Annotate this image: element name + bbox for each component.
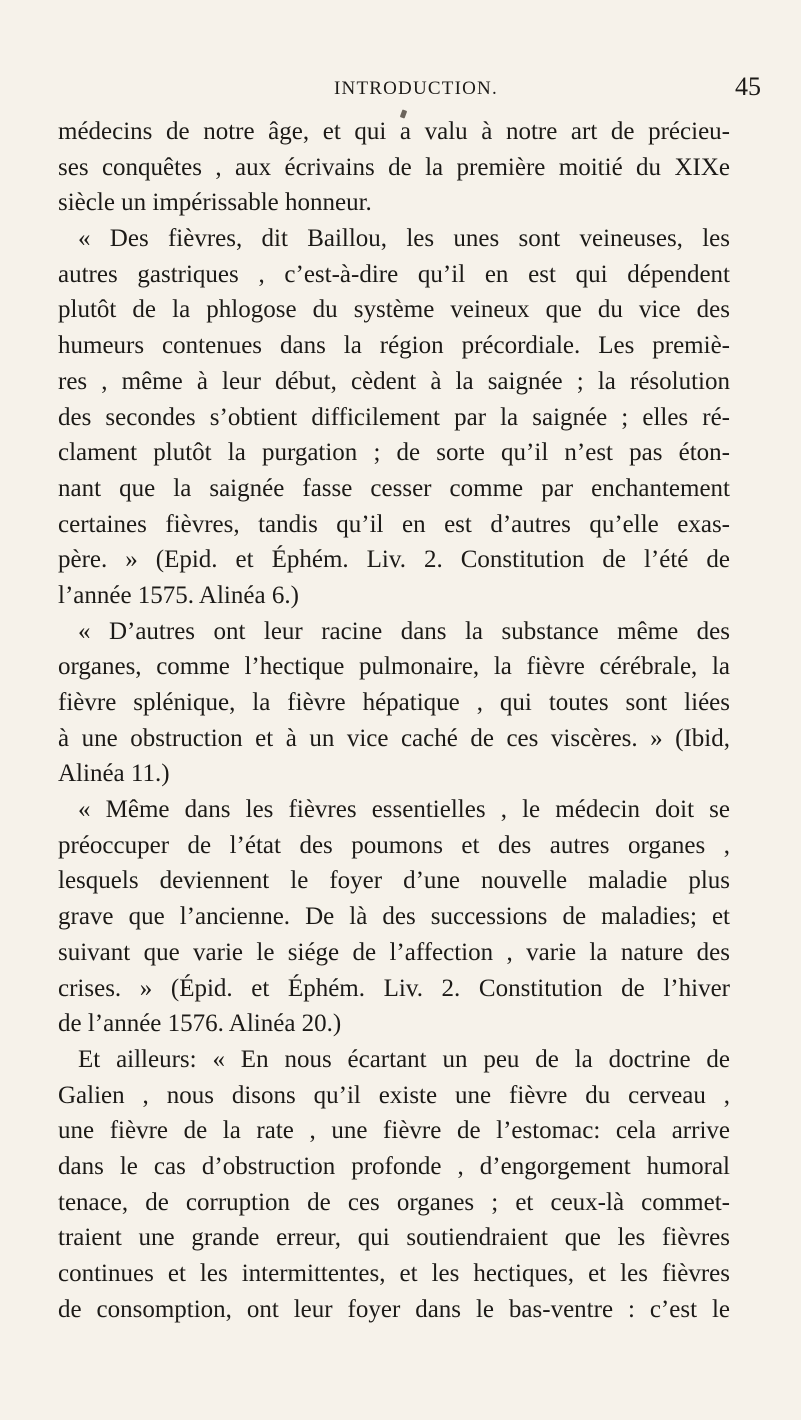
text-line: dans le cas d’obstruction profonde , d’engorgement humoral [58,1152,730,1180]
text-line: l’année 1575. Alinéa 6.) [58,581,299,609]
text-line: crises. » (Épid. et Éphém. Liv. 2. Constitution de l’hiver [58,974,730,1002]
text-line: préoccuper de l’état des poumons et des autres organes , [58,831,730,859]
text-line: Galien , nous disons qu’il existe une fièvre du cerveau , [58,1081,730,1109]
text-line: siècle un impérissable honneur. [58,189,372,217]
text-line: lesquels deviennent le foyer d’une nouvelle maladie plus [58,867,730,895]
text-line: père. » (Epid. et Éphém. Liv. 2. Constitution de l’été de [58,546,730,574]
text-line: tenace, de corruption de ces organes ; et ceux-là commet- [58,1188,730,1216]
text-line: fièvre splénique, la fièvre hépatique , qui toutes sont liées [58,689,730,716]
text-line: res , même à leur début, cèdent à la saignée ; la résolution [58,367,730,395]
text-line: humeurs contenues dans la région précordiale. Les premiè- [58,332,730,360]
text-line: plutôt de la phlogose du système veineux que du vice des [58,296,730,324]
text-line: nant que la saignée fasse cesser comme par enchantement [58,474,730,502]
page-header [0,66,801,110]
body-text [58,114,730,1327]
text-line: autres gastriques , c’est-à-dire qu’il en est qui dépendent [58,260,730,288]
text-line: organes, comme l’hectique pulmonaire, la fièvre cérébrale, la [58,653,730,681]
text-line: continues et les intermittentes, et les hectiques, et les fièvres [58,1260,730,1287]
text-line: Et ailleurs: « En nous écartant un peu de la doctrine de [78,1045,730,1073]
text-line: des secondes s’obtient difficilement par la saignée ; elles ré- [58,403,730,431]
text-line: de l’année 1576. Alinéa 20.) [58,1010,342,1038]
page-number: 45 [735,72,761,101]
text-line: grave que l’ancienne. De là des successions de maladies; et [58,903,730,931]
text-line: « D’autres ont leur racine dans la substance même des [78,617,730,645]
text-line: traient une grande erreur, qui soutiendraient que les fièvres [58,1224,730,1252]
text-line: de consomption, ont leur foyer dans le bas-ventre : c’est le [58,1295,730,1323]
text-line: clament plutôt la purgation ; de sorte qu’il n’est pas éton- [58,439,730,467]
running-head: INTRODUCTION. [334,78,498,99]
text-line: certaines fièvres, tandis qu’il en est d’autres qu’elle exas- [58,510,730,538]
text-line: à une obstruction et à un vice caché de ces viscères. » (Ibid, [58,724,730,752]
text-line: « Des fièvres, dit Baillou, les unes sont veineuses, les [78,225,730,253]
text-line: une fièvre de la rate , une fièvre de l’estomac: cela arrive [58,1117,730,1145]
text-line: médecins de notre âge, et qui a valu à notre art de précieu- [58,118,730,145]
text-line: « Même dans les fièvres essentielles , le médecin doit se [78,796,730,824]
text-line: suivant que varie le siége de l’affection , varie la nature des [58,938,730,966]
text-line: Alinéa 11.) [58,760,170,788]
text-line: ses conquêtes , aux écrivains de la première moitié du XIXe [58,153,730,181]
